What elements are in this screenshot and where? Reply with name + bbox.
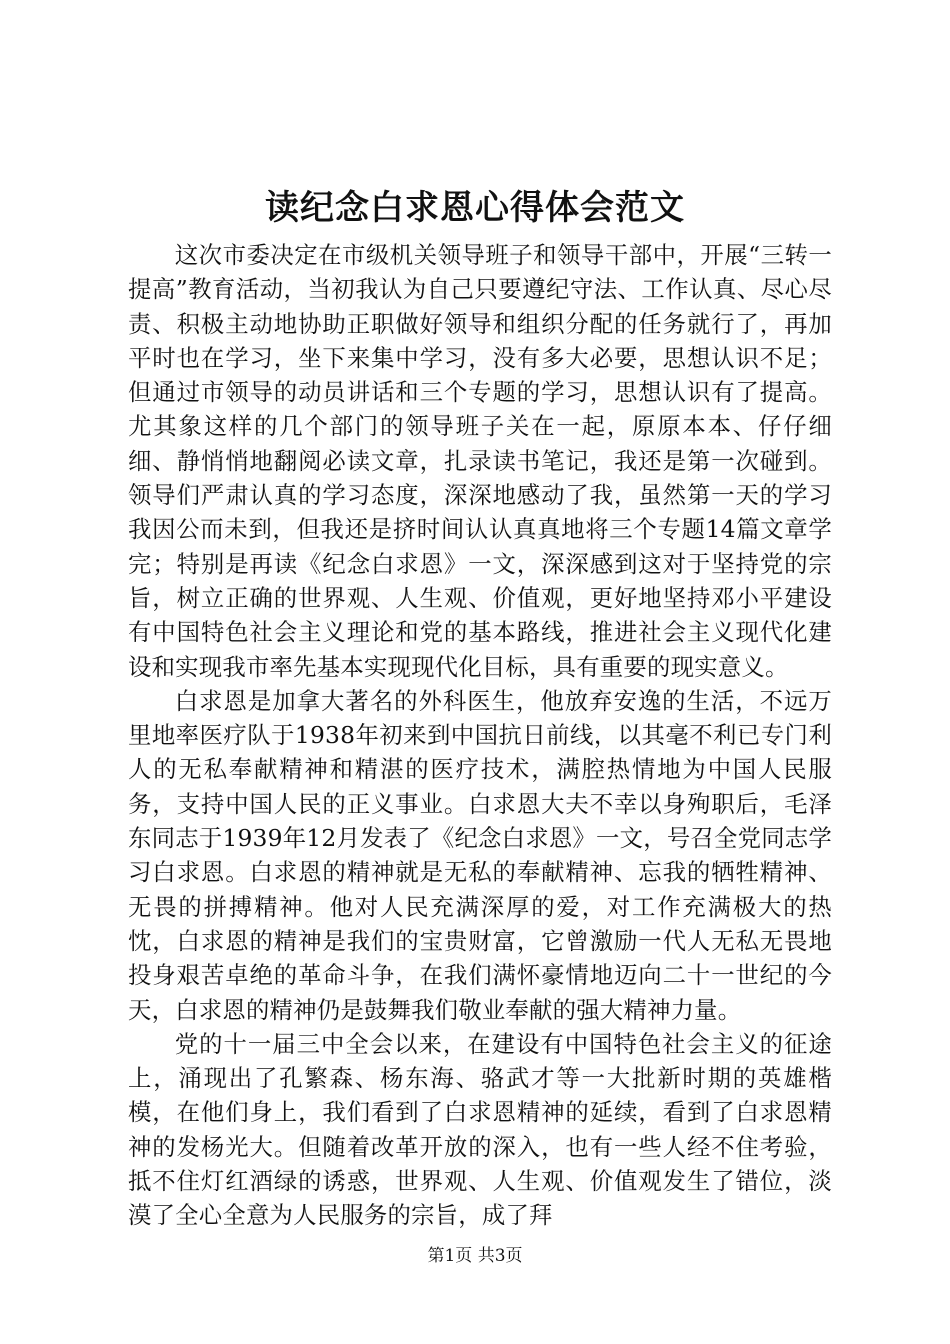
document-body [128,238,832,1233]
page-footer: 第1页 共3页 [427,1246,523,1266]
paragraph: 这次市委决定在市级机关领导班子和领导干部中，开展“三转一提高”教育活动，当初我认为自己只要遵纪守法、工作认真、尽心尽责、积极主动地协助正职做好领导和组织分配的任务就行了，再加平时也在学习，坐下来集中学习，没有多大必要，思想认识不足；但通过市领导的动员讲话和三个专题的学习，思想认识有了提高。尤其象这样的几个部门的领导班子关在一起，原原本本、仔仔细细、静悄悄地翻阅必读文章，扎录读书笔记，我还是第一次碰到。领导们严肃认真的学习态度，深深地感动了我，虽然第一天的学习我因公而未到，但我还是挤时间认认真真地将三个专题14篇文章学完；特别是再读《纪念白求恩》一文，深深感到这对于坚持党的宗旨，树立正确的世界观、人生观、价值观，更好地坚持邓小平建设有中国特色社会主义理论和党的基本路线，推进社会主义现代化建设和实现我市率先基本实现现代化目标，具有重要的现实意义。 [128,241,832,681]
paragraph: 白求恩是加拿大著名的外科医生，他放弃安逸的生活，不远万里地率医疗队于1938年初来到中国抗日前线，以其毫不利已专门利人的无私奉献精神和精湛的医疗技术，满腔热情地为中国人民服务，支持中国人民的正义事业。白求恩大夫不幸以身殉职后，毛泽东同志于1939年12月发表了《纪念白求恩》一文，号召全党同志学习白求恩。白求恩的精神就是无私的奉献精神、忘我的牺牲精神、无畏的拼搏精神。他对人民充满深厚的爱，对工作充满极大的热忱，白求恩的精神是我们的宝贵财富，它曾激励一代人无私无畏地投身艰苦卓绝的革命斗争，在我们满怀豪情地迈向二十一世纪的今天，白求恩的精神仍是鼓舞我们敬业奉献的强大精神力量。 [128,686,832,1024]
paragraph: 党的十一届三中全会以来，在建设有中国特色社会主义的征途上，涌现出了孔繁森、杨东海、骆武才等一大批新时期的英雄楷模，在他们身上，我们看到了白求恩精神的延续，看到了白求恩精神的发杨光大。但随着改革开放的深入，也有一些人经不住考验，抵不住灯红酒绿的诱惑，世界观、人生观、价值观发生了错位，淡漠了全心全意为人民服务的宗旨，成了拜 [128,1029,832,1230]
document-title: 读纪念白求恩心得体会范文 [265,188,685,228]
